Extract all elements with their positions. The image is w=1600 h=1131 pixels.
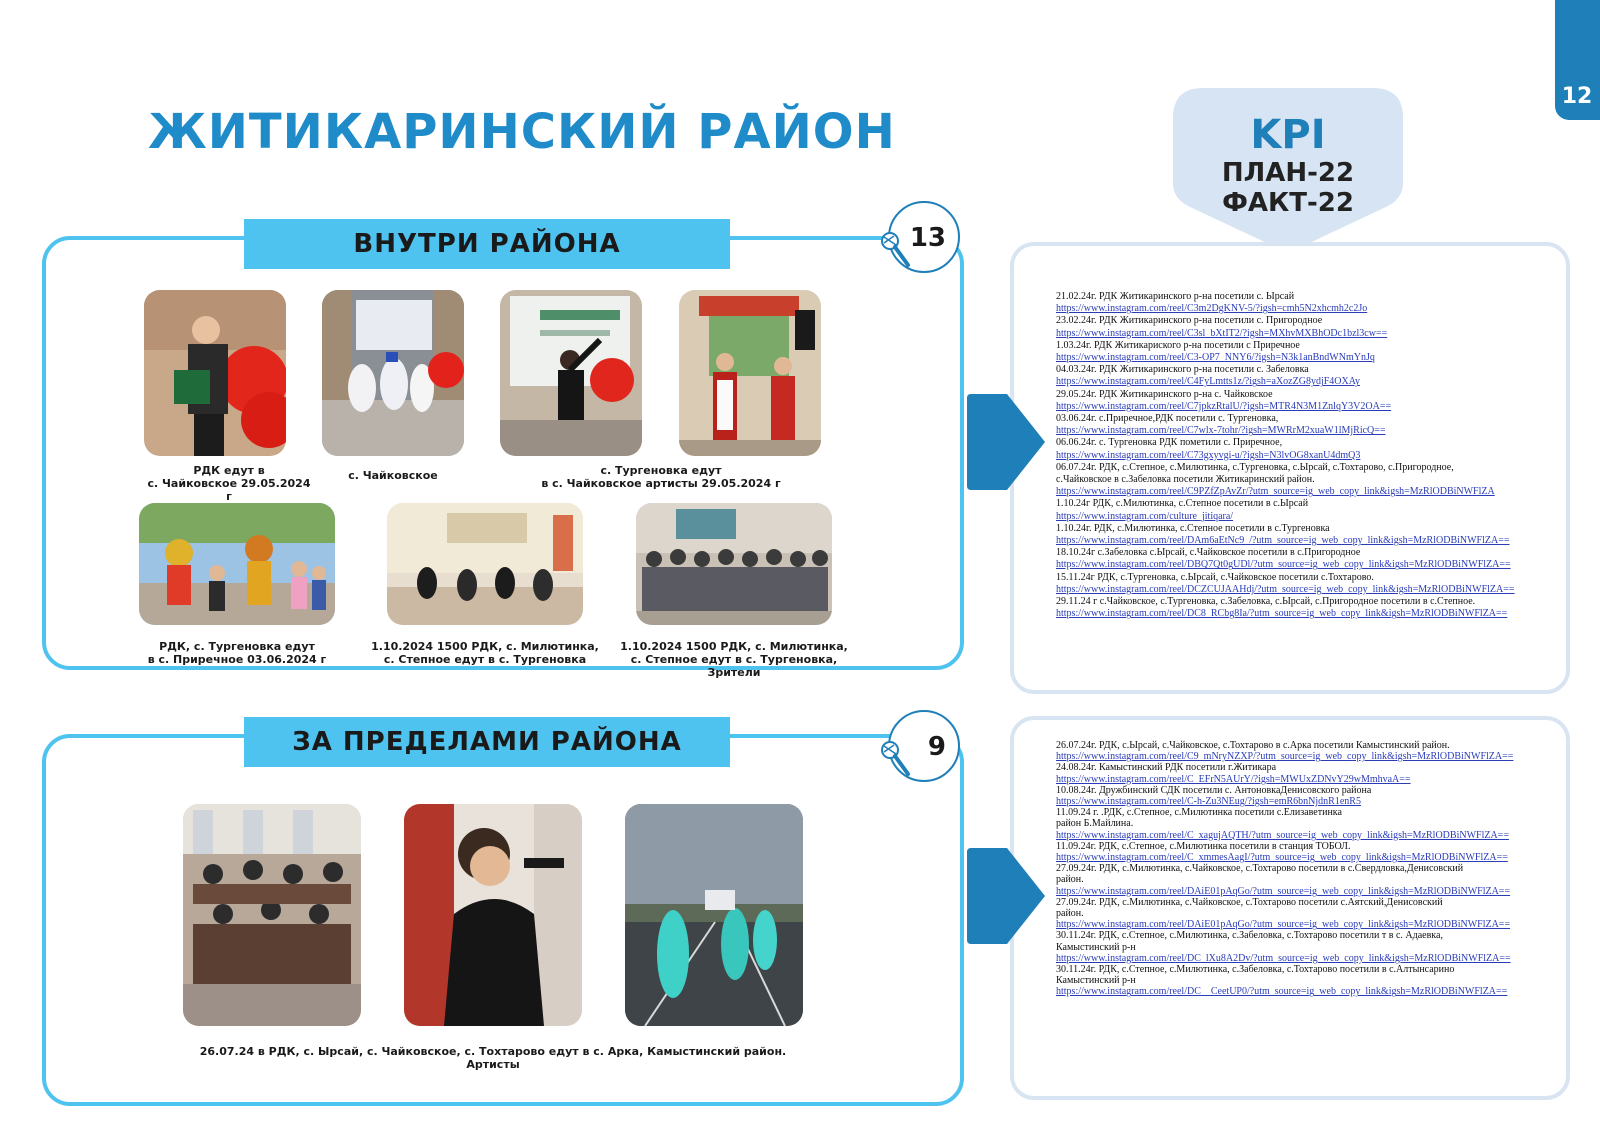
entry-description: 26.07.24г. РДК, с.Ырсай, с.Чайковское, с.Тохтарово в с.Арка посетили Камыстинский район. <box>1056 740 1450 751</box>
page-title: ЖИТИКАРИНСКИЙ РАЙОН <box>148 104 896 160</box>
photo-dancers-hall <box>387 503 583 625</box>
page-number: 12 <box>1561 84 1593 109</box>
inside-count: 13 <box>909 223 946 253</box>
entry-description: 23.02.24г. РДК Житикаринского р-на посетили с. Пригородное <box>1056 315 1323 327</box>
inside-count-badge <box>888 201 960 273</box>
photo-caption: РДК едут в с. Чайковское 29.05.2024 г <box>147 464 311 503</box>
entry-description: 27.09.24г. РДК, с.Милютинка, с.Чайковское, с.Тохтарово посетили с.Аятский,Денисовский район. <box>1056 896 1443 920</box>
photo-audience-group <box>636 503 832 625</box>
entry-description: 11.09.24г. РДК, с.Степное, с.Милютинка посетили в станция ТОБОЛ. <box>1056 840 1351 852</box>
entry-link[interactable]: https://www.instagram.com/reel/DAm6aEtNc9_/?utm_source=ig_web_copy_link&igsh=MzRlODBiNWFlZA== <box>1056 535 1510 547</box>
entry-link[interactable]: https://www.instagram.com/reel/C3-OP7_NNY6/?igsh=N3k1anBndWNmYnJq <box>1056 352 1375 364</box>
photo-singers-costumes <box>679 290 821 456</box>
entry-link[interactable]: https://www.instagram.com/reel/C4FyLmtts1z/?igsh=aXozZG8ydjF4OXAy <box>1056 376 1361 388</box>
outside-count: 9 <box>927 732 946 762</box>
entry-description: 06.07.24г. РДК, с.Степное, с.Милютинка, с.Тургеновка, с.Ырсай, с.Тохтарово, с.Пригородное, с.Чайковское в с.Забеловка посетили Житикаринский район. <box>1056 461 1454 486</box>
photo-dancers-outdoor <box>625 804 803 1026</box>
arrow-right-icon <box>967 394 1047 490</box>
outside-caption: 26.07.24 в РДК, с. Ырсай, с. Чайковское, с. Тохтарово едут в с. Арка, Камыстинский район. Артисты <box>199 1045 787 1071</box>
entry-link[interactable]: https://www.instagram.com/reel/DC_lXu8A2Dv/?utm_source=ig_web_copy_link&igsh=MzRlODBiNWFlZA== <box>1056 952 1511 964</box>
entry-description: 27.09.24г. РДК, с.Милютинка, с.Чайковское, с.Тохтарово посетили в с.Свердловка,Денисовский район. <box>1056 863 1464 886</box>
entry-description: 1.10.24г. РДК, с.Милютинка, с.Степное посетили в с.Тургеновка <box>1056 522 1330 534</box>
entry-link[interactable]: https://www.instagram.com/reel/C_EFrN5AUrY/?igsh=MWUxZDNvY29wMmhvaA== <box>1056 773 1411 785</box>
entry-description: 15.11.24г РДК, с.Тургеновка, с.Ырсай, с.Чайковское посетили с.Тохтарово. <box>1056 571 1374 583</box>
entry-link[interactable]: https://www.instagram.com/culture_jitiqara/ <box>1056 510 1234 522</box>
entry-link[interactable]: https://www.instagram.com/reel/C_xmmesAagI/?utm_source=ig_web_copy_link&igsh=MzRlODBiNWFlZA== <box>1056 852 1508 864</box>
entry-description: 1.03.24г. РДК Житикариского р-на посетили с Приречное <box>1056 339 1300 351</box>
entry-description: 04.03.24г. РДК Житикаринского р-на посетили с. Забеловка <box>1056 364 1309 376</box>
entry-link[interactable]: https://www.instagram.com/reel/C3sl_bXtIT2/?igsh=MXhvMXBhODc1bzl3cw== <box>1056 327 1388 339</box>
photo-caption: РДК, с. Тургеновка едут в с. Приречное 03.06.2024 г <box>147 640 327 666</box>
outside-links-list <box>1056 740 1532 998</box>
photo-dancers-stage <box>322 290 464 456</box>
entry-description: 29.05.24г. РДК Житикаринского р-на с. Чайковское <box>1056 388 1273 400</box>
entry-description: 06.06.24г. с. Тургеновка РДК пометили с. Приречное, <box>1056 437 1283 449</box>
entry-link[interactable]: https://www.instagram.com/reel/DBQ7Qt0gUDl/?utm_source=ig_web_copy_link&igsh=MzRlODBiNWFlZA== <box>1056 559 1511 571</box>
photo-caption: 1.10.2024 1500 РДК, с. Милютинка, с. Степное едут в с. Тургеновка, Зрители <box>620 640 848 679</box>
inside-district-header: ВНУТРИ РАЙОНА <box>244 219 730 269</box>
photo-singer-microphone <box>404 804 582 1026</box>
entry-description: 03.06.24г. с.Приречное,РДК посетили с. Тургеновка, <box>1056 413 1279 425</box>
outside-count-badge <box>888 710 960 782</box>
entry-link[interactable]: https://www.instagram.com/reel/C73gxyvgi-u/?igsh=N3lvOG8xanU4dmQ3 <box>1056 449 1361 461</box>
arrow-right-icon <box>967 848 1047 944</box>
photo-seated-audience <box>183 804 361 1026</box>
entry-link[interactable]: https://www.instagram.com/reel/DCZCUJAAHdj/?utm_source=ig_web_copy_link&igsh=MzRlODBiNWFlZA== <box>1056 583 1515 595</box>
photo-accordion-performer <box>144 290 286 456</box>
photo-caption: с. Чайковское <box>348 469 438 482</box>
entry-link[interactable]: https://www.instagram.com/reel/C9_mNryNZXP/?utm_source=ig_web_copy_link&igsh=MzRlODBiNWFlZA== <box>1056 751 1514 763</box>
inside-links-list <box>1056 291 1552 620</box>
entry-description: 24.08.24г. Камыстинский РДК посетили г.Житикара <box>1056 762 1277 774</box>
entry-description: 21.02.24г. РДК Житикаринского р-на посетили с. Ырсай <box>1056 291 1295 302</box>
photo-caption: 1.10.2024 1500 РДК, с. Милютинка, с. Степное едут в с. Тургеновка <box>371 640 599 666</box>
kpi-badge <box>1173 88 1403 248</box>
kpi-fact: ФАКТ-22 <box>1222 188 1354 218</box>
outside-district-header: ЗА ПРЕДЕЛАМИ РАЙОНА <box>244 717 730 767</box>
entry-link[interactable]: https://www.instagram.com/reel/C_xagujAQTH/?utm_source=ig_web_copy_link&igsh=MzRlODBiNWFlZA== <box>1056 829 1509 841</box>
kpi-plan: ПЛАН-22 <box>1221 158 1355 188</box>
photo-dancer-screen <box>500 290 642 456</box>
kpi-label: KPI <box>1250 112 1326 158</box>
entry-link[interactable]: https://www.instagram.com/reel/C7jpkzRtalU/?igsh=MTR4N3M1ZnlqY3V2OA== <box>1056 400 1392 412</box>
entry-link[interactable]: https://www.instagram.com/reel/C9PZfZpAvZr/?utm_source=ig_web_copy_link&igsh=MzRlODBiNWFlZA <box>1056 486 1495 498</box>
entry-description: 29.11.24 г с.Чайковское, с.Тургеновка, с.Забеловка, с.Ырсай, с.Пригородное посетили в с.Степное. <box>1056 596 1476 608</box>
entry-link[interactable]: https://www.instagram.com/reel/DAiE01pAqGo/?utm_source=ig_web_copy_link&igsh=MzRlODBiNWFlZA== <box>1056 885 1511 897</box>
entry-link[interactable]: https://www.instagram.com/reel/DC8_RCbg8Ia/?utm_source=ig_web_copy_link&igsh=MzRlODBiNWFlZA== <box>1056 608 1508 620</box>
microphone-icon <box>880 740 914 780</box>
entry-link[interactable]: https://www.instagram.com/reel/C7wlx-7tohr/?igsh=MWRrM2xuaW1lMjRicQ== <box>1056 425 1386 437</box>
entry-description: 10.08.24г. Дружбинский СДК посетили с. АнтоновкаДенисовского района <box>1056 784 1372 796</box>
entry-description: 30.11.24г. РДК, с.Степное, с.Милютинка, с.Забеловка, с.Тохтарово посетили т в с. Адаевка, Камыстинский р-н <box>1056 930 1443 953</box>
photo-caption: с. Тургеновка едут в с. Чайковское артисты 29.05.2024 г <box>541 464 781 490</box>
entry-link[interactable]: https://www.instagram.com/reel/DC__CeetUP0/?utm_source=ig_web_copy_link&igsh=MzRlODBiNWFlZA== <box>1056 986 1508 998</box>
entry-link[interactable]: https://www.instagram.com/reel/C-h-Zu3NEug/?igsh=emR6bnNjdnR1enR5 <box>1056 796 1361 808</box>
entry-link[interactable]: https://www.instagram.com/reel/DAiE01pAqGo/?utm_source=ig_web_copy_link&igsh=MzRlODBiNWFlZA== <box>1056 919 1511 931</box>
entry-description: 11.09.24 г. .РДК, с.Степное, с.Милютинка посетили с.Елизаветинка район Б.Майлина. <box>1056 807 1342 830</box>
entry-link[interactable]: https://www.instagram.com/reel/C3m2DgKNV-5/?igsh=cmh5N2xhcmh2c2Jo <box>1056 303 1368 315</box>
entry-description: 18.10.24г с.Забеловка с.Ырсай, с.Чайковское посетили в с.Пригородное <box>1056 547 1361 559</box>
photo-children-mascots <box>139 503 335 625</box>
entry-description: 30.11.24г. РДК, с.Степное, с.Милютинка, с.Забеловка, с.Тохтарово посетили в с.Алтынсарино Камыстинский р-н <box>1056 964 1455 987</box>
entry-description: 1.10.24г РДК, с.Милютинка, с.Степное посетили в с.Ырсай <box>1056 498 1309 510</box>
